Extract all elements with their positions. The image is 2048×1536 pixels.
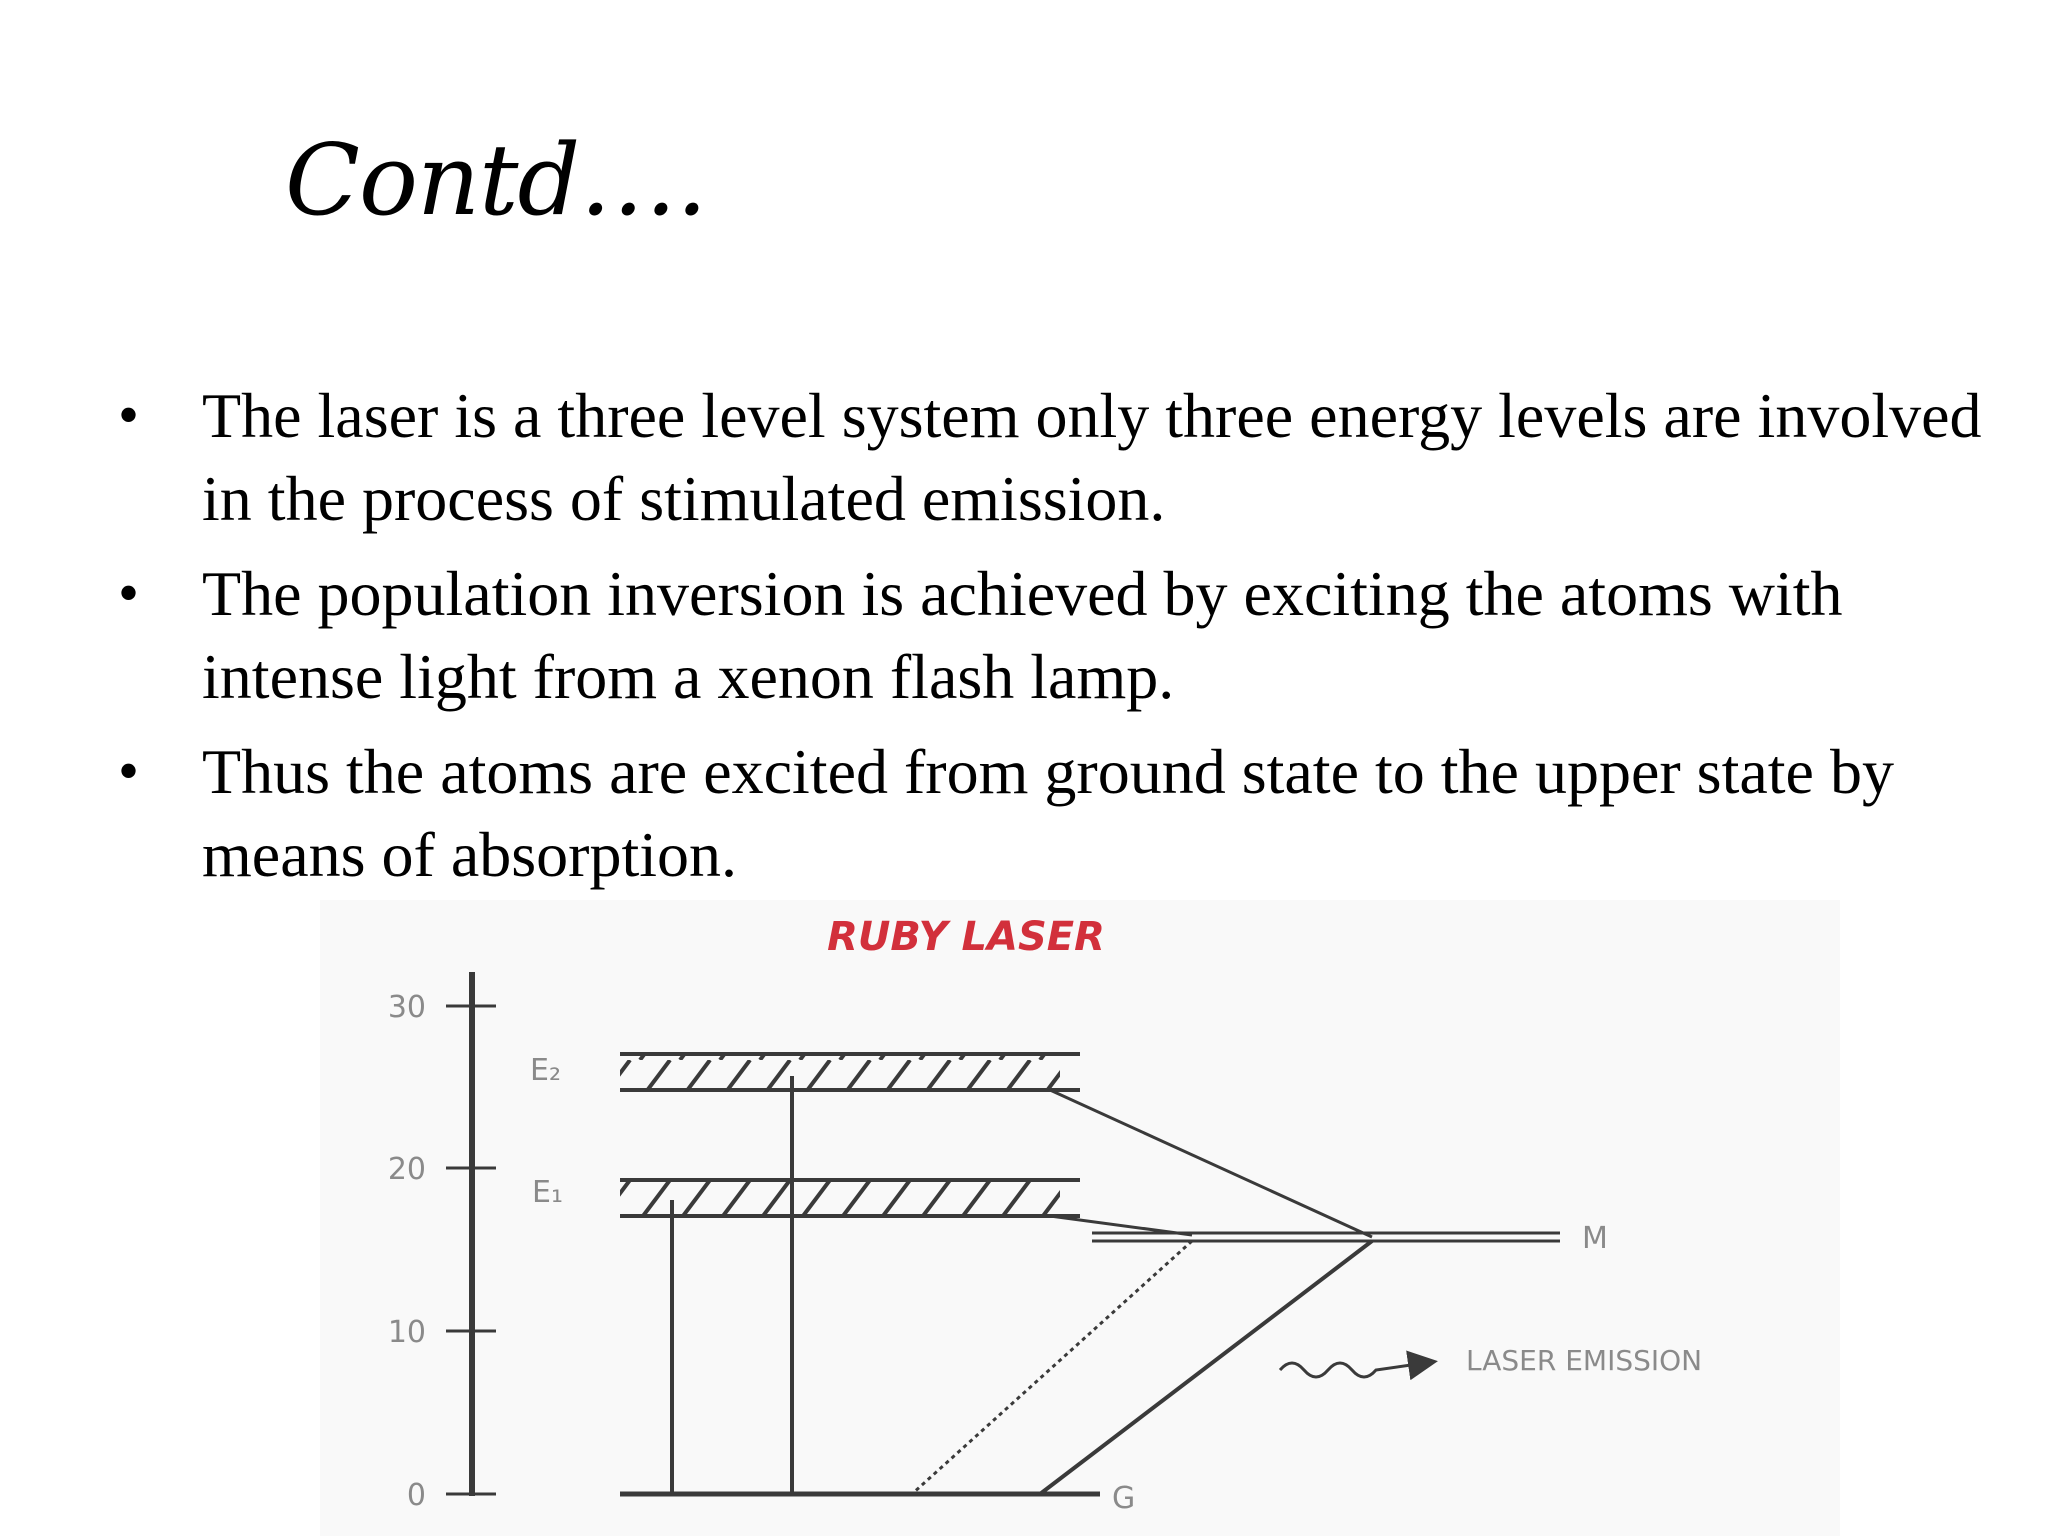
slide-title: Contd….: [285, 124, 707, 238]
bullet-marker: •: [118, 560, 140, 626]
axis-tick-label: 20: [387, 1152, 426, 1187]
e1-band-hatch: [620, 1180, 1060, 1216]
g-label: G: [1112, 1481, 1136, 1516]
bullet-text: The population inversion is achieved by exciting the atoms with intense light from a xenon flash lamp.: [202, 558, 1843, 712]
e2-band-hatch: [620, 1054, 1060, 1090]
bullet-text: Thus the atoms are excited from ground state to the upper state by means of absorption.: [202, 736, 1894, 890]
axis-tick-label: 30: [387, 990, 426, 1025]
bullet-list: [0, 374, 2048, 908]
bullet-marker: •: [118, 738, 140, 804]
e2-label: E₂: [530, 1053, 561, 1088]
diagram-title: RUBY LASER: [827, 914, 1105, 960]
m-label: M: [1582, 1221, 1608, 1256]
ruby-laser-energy-diagram: [320, 900, 1840, 1536]
legend-label: LASER EMISSION: [1466, 1344, 1703, 1377]
bullet-item: [0, 552, 2048, 718]
axis-tick-label: 0: [406, 1478, 426, 1513]
bullet-marker: •: [118, 382, 140, 448]
axis-tick-label: 10: [387, 1315, 426, 1350]
bullet-text: The laser is a three level system only three energy levels are involved in the process of stimulated emission.: [202, 380, 1982, 534]
e1-label: E₁: [532, 1175, 563, 1210]
bullet-item: [0, 730, 2048, 896]
bullet-item: [0, 374, 2048, 540]
